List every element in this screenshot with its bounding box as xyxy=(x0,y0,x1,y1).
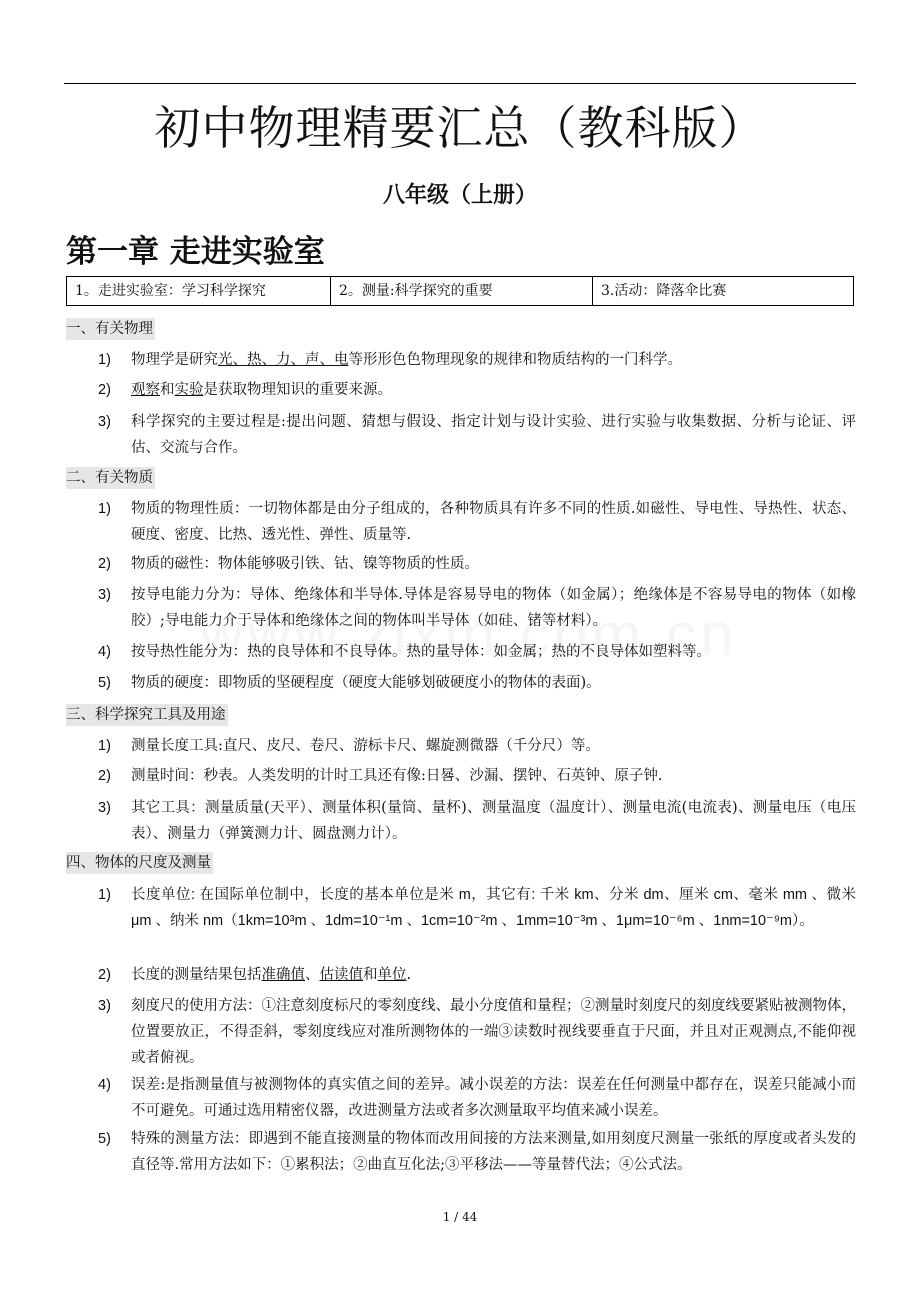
page-number: 1 / 44 xyxy=(442,1210,478,1224)
document-subtitle: 八年级（上册） xyxy=(382,183,537,208)
table-cell: 1。走进实验室：学习科学探究 xyxy=(75,283,266,299)
item-text: 长度的测量结果包括准确值、估读值和单位. xyxy=(131,967,412,983)
item-number: 2) xyxy=(98,768,111,784)
section-heading: 四、物体的尺度及测量 xyxy=(66,852,213,874)
item-text: 误差:是指测量值与被测物体的真实值之间的差异。减小误差的方法：误差在任何测量中都存在，误差只能减小而不可避免。可通过选用精密仪器，改进测量方法或者多次测量取平均值来减小误差。 xyxy=(131,1077,856,1119)
item-number: 1) xyxy=(98,738,111,754)
document-title: 初中物理精要汇总（教科版） xyxy=(154,101,766,155)
section-heading: 三、科学探究工具及用途 xyxy=(66,704,228,726)
list-item xyxy=(98,882,856,934)
item-number: 3) xyxy=(98,800,111,816)
item-text: 物质的磁性：物体能够吸引铁、钴、镍等物质的性质。 xyxy=(131,556,479,572)
item-number: 4) xyxy=(98,644,111,660)
item-number: 2) xyxy=(98,556,111,572)
table-cell: 2。测量:科学探究的重要 xyxy=(330,277,592,305)
section-heading: 二、有关物质 xyxy=(66,467,155,489)
item-text: 测量时间：秒表。人类发明的计时工具还有像:日晷、沙漏、摆钟、石英钟、原子钟. xyxy=(131,768,663,784)
item-number: 3) xyxy=(98,414,111,430)
list-item xyxy=(98,1072,856,1124)
item-number: 3) xyxy=(98,998,111,1014)
item-text: 其它工具：测量质量(天平）、测量体积(量筒、量杯)、测量温度（温度计）、测量电流(电流表)、测量电压（电压表）、测量力（弹簧测力计、圆盘测力计）。 xyxy=(131,800,856,842)
list-item xyxy=(98,409,856,461)
list-item xyxy=(98,496,856,548)
item-number: 1) xyxy=(98,501,111,517)
list-item xyxy=(98,962,856,988)
item-number: 4) xyxy=(98,1077,111,1093)
list-item xyxy=(98,670,856,696)
chapter-sections-table xyxy=(66,276,854,306)
item-text: 物理学是研究光、热、力、声、电等形形色色物理现象的规律和物质结构的一门科学。 xyxy=(131,352,682,368)
top-rule xyxy=(64,83,856,84)
list-item xyxy=(98,1126,856,1178)
item-text: 特殊的测量方法：即遇到不能直接测量的物体而改用间接的方法来测量,如用刻度尺测量一张纸的厚度或者头发的直径等.常用方法如下：①累积法；②曲直互化法;③平移法——等量替代法；④公式法。 xyxy=(131,1131,856,1173)
section-heading: 一、有关物理 xyxy=(66,318,155,340)
item-text: 观察和实验是获取物理知识的重要来源。 xyxy=(131,382,392,398)
item-text: 物质的硬度：即物质的坚硬程度（硬度大能够划破硬度小的物体的表面)。 xyxy=(131,675,601,691)
chapter-heading: 第一章 走进实验室 xyxy=(66,234,325,270)
item-number: 2) xyxy=(98,967,111,983)
list-item xyxy=(98,993,856,1071)
item-number: 3) xyxy=(98,587,111,603)
item-text: 刻度尺的使用方法：①注意刻度标尺的零刻度线、最小分度值和量程；②测量时刻度尺的刻度线要紧贴被测物体，位置要放正，不得歪斜，零刻度线应对准所测物体的一端③读数时视线要垂直于尺面，并且对正观测点,不能仰视或者俯视。 xyxy=(131,998,856,1066)
item-number: 1) xyxy=(98,352,111,368)
watermark xyxy=(200,600,737,669)
item-number: 1) xyxy=(98,887,111,903)
list-item xyxy=(98,347,856,373)
item-text: 按导热性能分为：热的良导体和不良导体。热的量导体：如金属；热的不良导体如塑料等。 xyxy=(131,644,711,660)
item-text: 长度单位: 在国际单位制中，长度的基本单位是米 m，其它有: 千米 km、分米 dm、厘米 cm、毫米 mm 、微米 μm 、纳米 nm（1km=10³m 、1dm=10⁻¹m 、1cm=10⁻²m 、1mm=10⁻³m 、1μm=10⁻⁶m 、1nm=10⁻⁹m）。 xyxy=(131,887,856,929)
item-text: 科学探究的主要过程是:提出问题、猜想与假设、指定计划与设计实验、进行实验与收集数据、分析与论证、评估、交流与合作。 xyxy=(131,414,856,456)
item-number: 5) xyxy=(98,675,111,691)
item-text: 物质的物理性质：一切物体都是由分子组成的，各种物质具有许多不同的性质.如磁性、导电性、导热性、状态、硬度、密度、比热、透光性、弹性、质量等. xyxy=(131,501,856,543)
item-text: 测量长度工具:直尺、皮尺、卷尺、游标卡尺、螺旋测微器（千分尺）等。 xyxy=(131,738,600,754)
item-number: 5) xyxy=(98,1131,111,1147)
list-item xyxy=(98,377,856,403)
item-text: 按导电能力分为：导体、绝缘体和半导体.导体是容易导电的物体（如金属）；绝缘体是不容易导电的物体（如橡胶）;导电能力介于导体和绝缘体之间的物体叫半导体（如硅、锗等材料）。 xyxy=(131,587,856,629)
table-cell: 3.活动：降落伞比赛 xyxy=(592,277,853,305)
item-number: 2) xyxy=(98,382,111,398)
list-item xyxy=(98,795,856,847)
list-item xyxy=(98,733,856,759)
list-item xyxy=(98,763,856,789)
list-item xyxy=(98,551,856,577)
